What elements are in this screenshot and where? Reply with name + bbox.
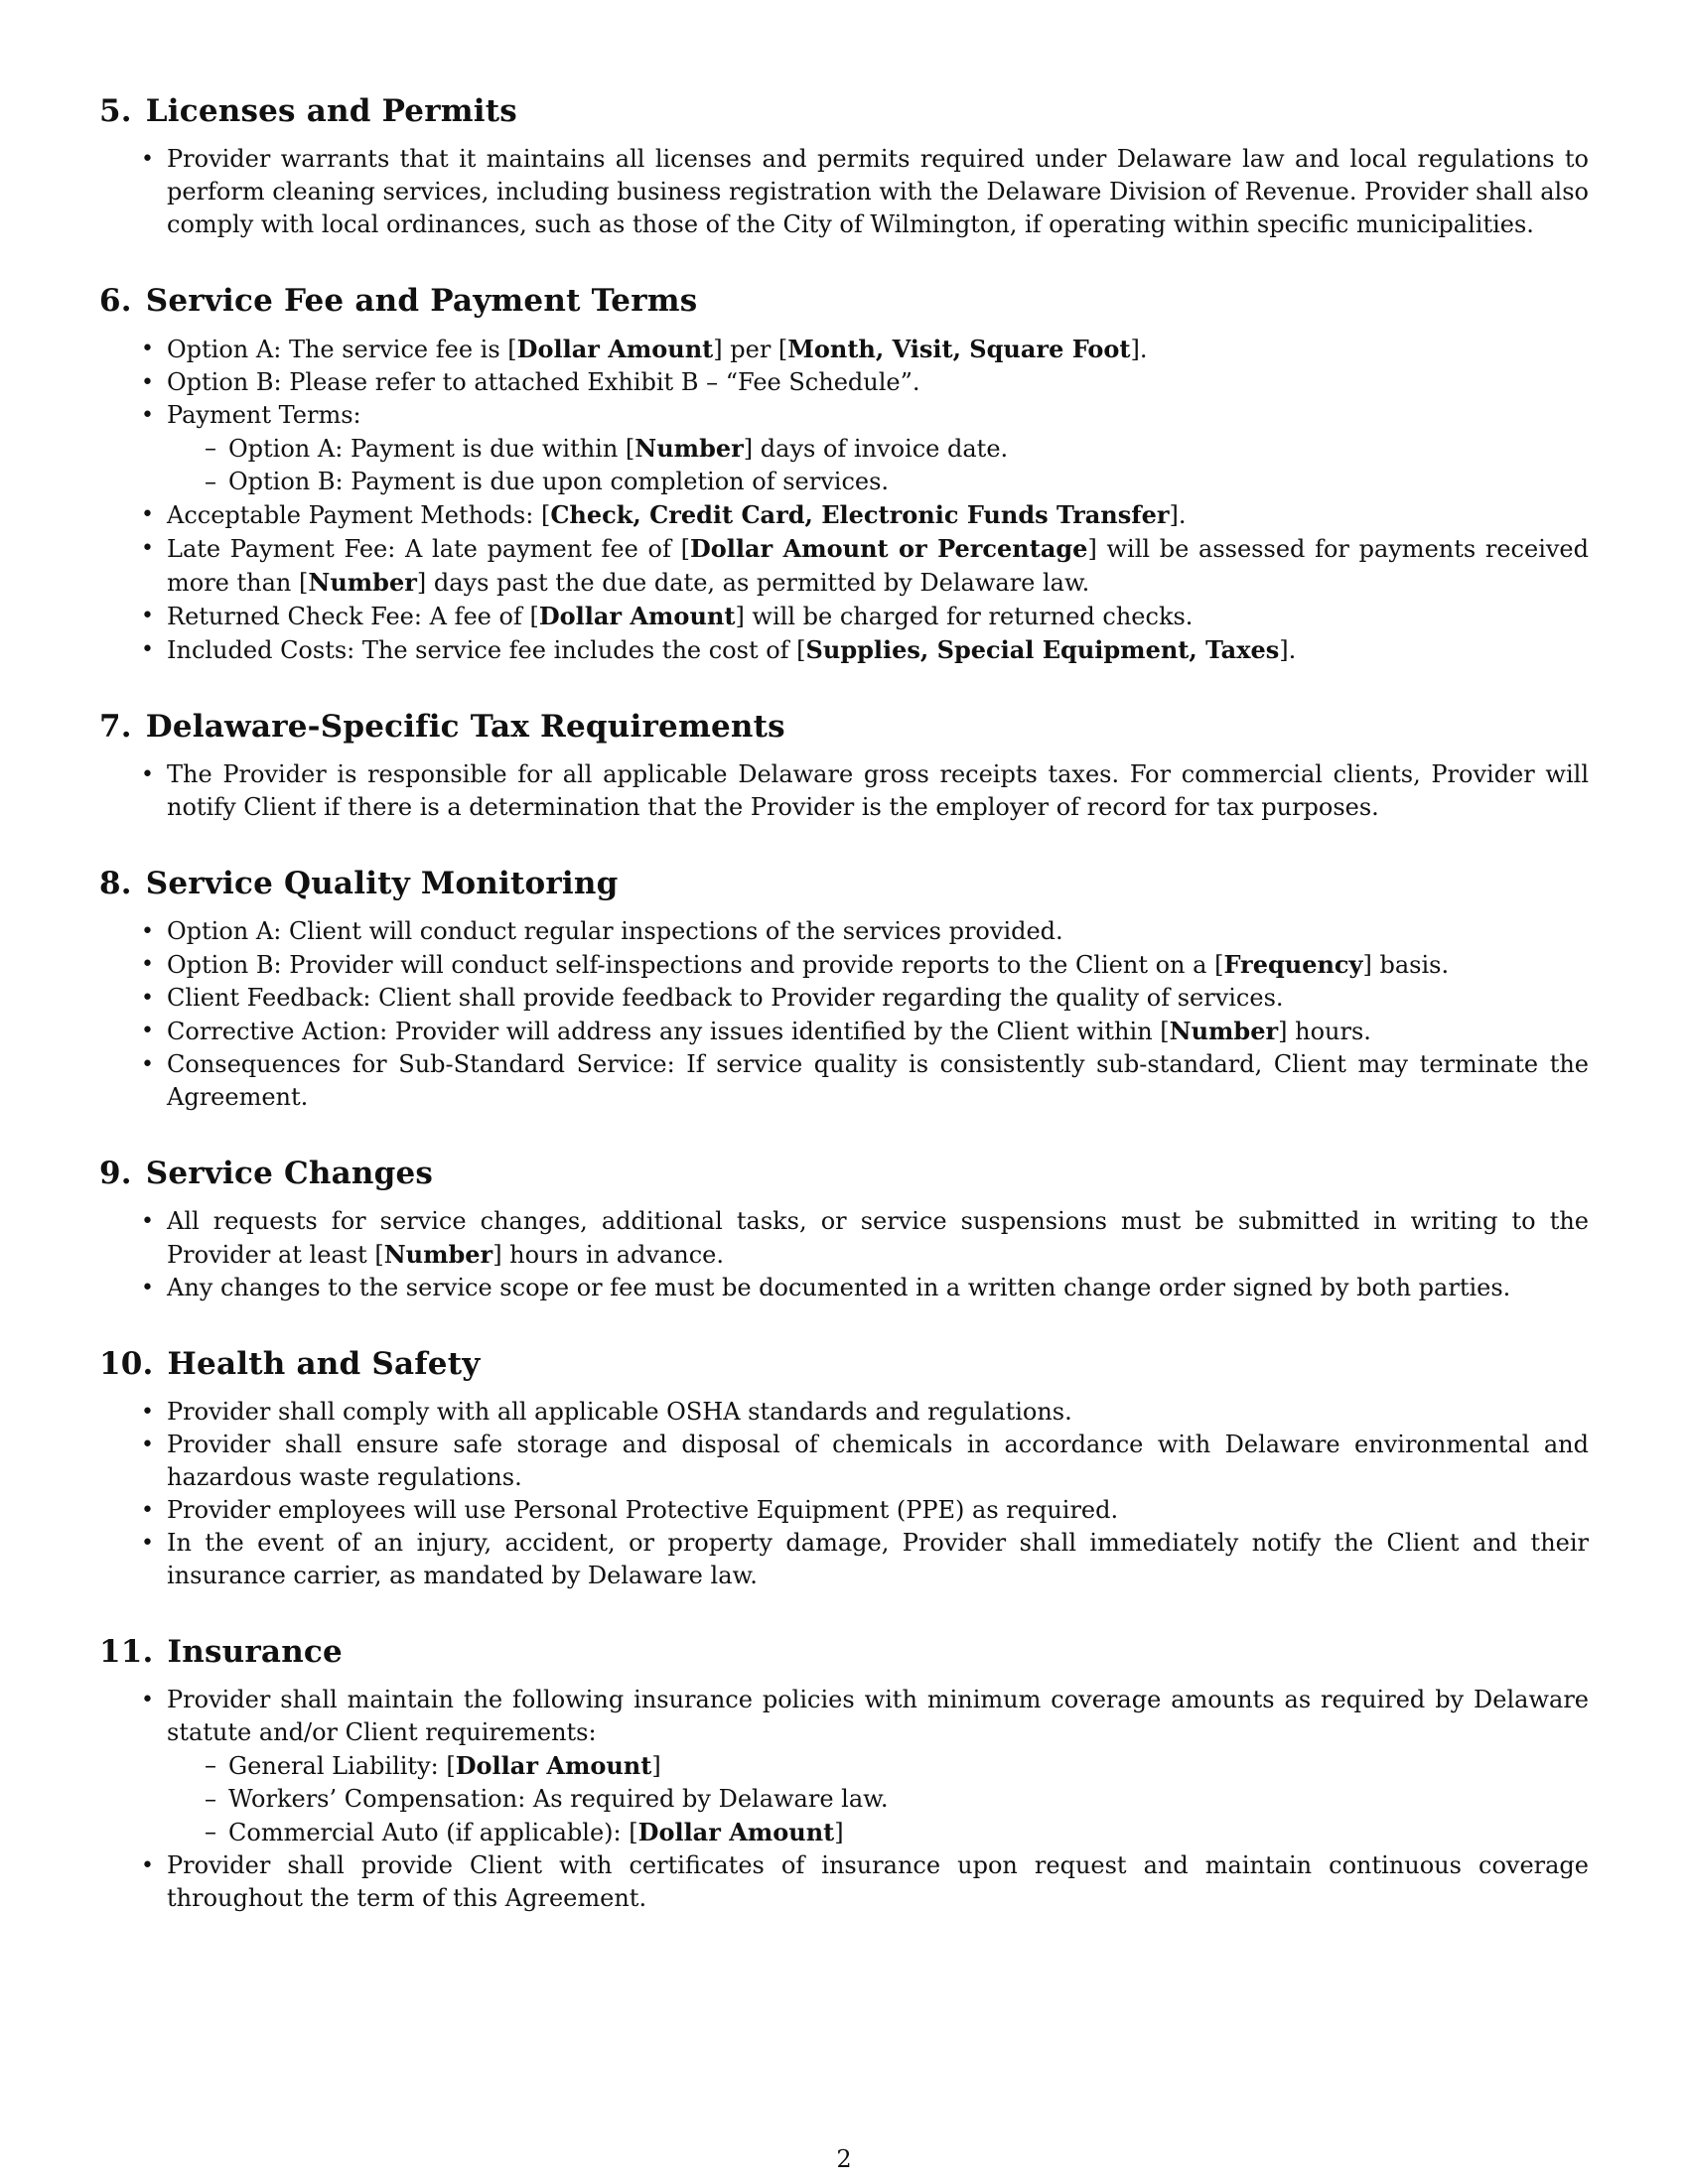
section-heading bbox=[99, 91, 1589, 131]
section-heading bbox=[99, 1632, 1589, 1672]
text: ] bbox=[651, 1752, 661, 1780]
list-item bbox=[167, 1527, 1589, 1592]
section-number: 6. bbox=[99, 283, 132, 319]
list-item bbox=[167, 333, 1589, 366]
list-item-text: Option B: Please refer to attached Exhibit B – “Fee Schedule”. bbox=[167, 368, 920, 396]
list-item bbox=[167, 366, 1589, 399]
list-item bbox=[167, 633, 1589, 667]
text: Late Payment Fee: A late payment fee of [ bbox=[167, 535, 690, 563]
section-title: Delaware-Specific Tax Requirements bbox=[145, 709, 785, 745]
section-number: 7. bbox=[99, 709, 132, 745]
list-item-text: Provider shall provide Client with certificates of insurance upon request and maintain continuous coverage throughout the term of this Agreement. bbox=[167, 1851, 1589, 1912]
list-item bbox=[167, 600, 1589, 633]
sub-list-item bbox=[228, 432, 1589, 466]
list-item-text: Provider warrants that it maintains all licenses and permits required under Delaware law and local regulations to perform cleaning services, including business registration with the Delaware Division of Revenue. Provider shall also comply with local ordinances, such as those of the City of Wilmington, if operating within specific municipalities. bbox=[167, 145, 1589, 238]
text: Option B: Provider will conduct self-inspections and provide reports to the Client on a [ bbox=[167, 951, 1224, 979]
list-item-text: Client Feedback: Client shall provide feedback to Provider regarding the quality of services. bbox=[167, 984, 1284, 1012]
section-number: 11. bbox=[99, 1634, 154, 1670]
bullet-list bbox=[99, 758, 1589, 824]
section-heading bbox=[99, 707, 1589, 747]
bullet-list bbox=[99, 1396, 1589, 1592]
text: ] bbox=[834, 1819, 844, 1846]
section-number: 10. bbox=[99, 1346, 154, 1382]
list-item-text: Workers’ Compensation: As required by Delaware law. bbox=[228, 1785, 889, 1813]
text: Returned Check Fee: A fee of [ bbox=[167, 603, 539, 630]
list-item-text: The Provider is responsible for all applicable Delaware gross receipts taxes. For commercial clients, Provider will notify Client if there is a determination that the Provider is the employer of record for tax purposes. bbox=[167, 760, 1589, 821]
list-item bbox=[167, 143, 1589, 241]
list-item-text: Consequences for Sub-Standard Service: If service quality is consistently sub-standard, Client may terminate the Agreement. bbox=[167, 1050, 1589, 1111]
text: All requests for service changes, additional tasks, or service suspensions must be submitted in writing to the Provider at least [ bbox=[167, 1207, 1589, 1269]
placeholder-field: Number bbox=[308, 568, 417, 597]
section-number: 5. bbox=[99, 93, 132, 129]
section-heading bbox=[99, 281, 1589, 321]
text: General Liability: [ bbox=[228, 1752, 456, 1780]
section-tax-requirements bbox=[99, 707, 1589, 824]
list-item-text: Option A: Client will conduct regular inspections of the services provided. bbox=[167, 917, 1063, 945]
list-item bbox=[167, 498, 1589, 532]
text: Commercial Auto (if applicable): [ bbox=[228, 1819, 638, 1846]
sub-list-item bbox=[228, 1749, 1589, 1783]
list-item bbox=[167, 982, 1589, 1015]
list-item-text: Option B: Payment is due upon completion of services. bbox=[228, 468, 890, 495]
section-number: 8. bbox=[99, 866, 132, 901]
section-title: Insurance bbox=[167, 1634, 343, 1670]
placeholder-field: Number bbox=[383, 1240, 493, 1269]
text: Included Costs: The service fee includes the cost of [ bbox=[167, 636, 806, 664]
placeholder-field: Dollar Amount bbox=[516, 335, 714, 363]
list-item bbox=[167, 532, 1589, 600]
bullet-list bbox=[99, 1205, 1589, 1304]
section-quality-monitoring bbox=[99, 864, 1589, 1114]
placeholder-field: Dollar Amount bbox=[637, 1818, 835, 1846]
text: Option A: Payment is due within [ bbox=[228, 435, 635, 463]
sub-list-item bbox=[228, 466, 1589, 498]
list-item bbox=[167, 1429, 1589, 1494]
bullet-list bbox=[99, 915, 1589, 1114]
list-item bbox=[167, 1272, 1589, 1304]
section-title: Service Changes bbox=[145, 1156, 434, 1191]
section-title: Licenses and Permits bbox=[145, 93, 517, 129]
text: ] basis. bbox=[1362, 951, 1450, 979]
placeholder-field: Number bbox=[1169, 1017, 1279, 1045]
list-item bbox=[167, 399, 1589, 498]
placeholder-field: Month, Visit, Square Foot bbox=[787, 335, 1131, 363]
bullet-list bbox=[99, 143, 1589, 241]
text: Corrective Action: Provider will address any issues identified by the Client within [ bbox=[167, 1018, 1170, 1045]
section-insurance bbox=[99, 1632, 1589, 1915]
section-health-safety bbox=[99, 1344, 1589, 1592]
list-item bbox=[167, 948, 1589, 982]
placeholder-field: Frequency bbox=[1223, 950, 1363, 979]
placeholder-field: Check, Credit Card, Electronic Funds Transfer bbox=[550, 500, 1170, 529]
placeholder-field: Number bbox=[634, 434, 744, 463]
placeholder-field: Dollar Amount bbox=[455, 1751, 652, 1780]
list-item-text: Provider employees will use Personal Protective Equipment (PPE) as required. bbox=[167, 1496, 1119, 1524]
text: Acceptable Payment Methods: [ bbox=[167, 501, 551, 529]
section-service-changes bbox=[99, 1154, 1589, 1304]
placeholder-field: Supplies, Special Equipment, Taxes bbox=[805, 635, 1280, 664]
list-item-text: Provider shall comply with all applicable OSHA standards and regulations. bbox=[167, 1398, 1072, 1426]
sub-list-item bbox=[228, 1783, 1589, 1816]
bullet-list bbox=[99, 333, 1589, 667]
text: Option A: The service fee is [ bbox=[167, 336, 517, 363]
list-item-text: Payment Terms: bbox=[167, 401, 361, 429]
text: ]. bbox=[1130, 336, 1148, 363]
text: ]. bbox=[1169, 501, 1187, 529]
section-title: Service Quality Monitoring bbox=[145, 866, 619, 901]
section-number: 9. bbox=[99, 1156, 132, 1191]
sub-list-item bbox=[228, 1816, 1589, 1849]
list-item bbox=[167, 758, 1589, 824]
text: ] days of invoice date. bbox=[743, 435, 1009, 463]
sub-list bbox=[167, 1749, 1589, 1849]
section-heading bbox=[99, 864, 1589, 903]
section-heading bbox=[99, 1154, 1589, 1193]
text: ] will be assessed for payments received more than [ bbox=[167, 535, 1590, 597]
list-item bbox=[167, 1205, 1589, 1272]
sub-list bbox=[167, 432, 1589, 498]
text: ] per [ bbox=[713, 336, 788, 363]
list-item bbox=[167, 1048, 1589, 1114]
list-item bbox=[167, 1684, 1589, 1849]
text: ] will be charged for returned checks. bbox=[735, 603, 1194, 630]
bullet-list bbox=[99, 1684, 1589, 1915]
section-service-fee bbox=[99, 281, 1589, 667]
list-item-text: In the event of an injury, accident, or property damage, Provider shall immediately notify the Client and their insurance carrier, as mandated by Delaware law. bbox=[167, 1529, 1589, 1589]
section-heading bbox=[99, 1344, 1589, 1384]
section-title: Service Fee and Payment Terms bbox=[145, 283, 698, 319]
list-item bbox=[167, 1015, 1589, 1048]
list-item bbox=[167, 1849, 1589, 1915]
document-body bbox=[99, 91, 1589, 1955]
section-licenses-permits bbox=[99, 91, 1589, 241]
list-item-text: Provider shall maintain the following insurance policies with minimum coverage amounts as required by Delaware statute and/or Client requirements: bbox=[167, 1686, 1589, 1746]
list-item bbox=[167, 1396, 1589, 1429]
list-item-text: Provider shall ensure safe storage and disposal of chemicals in accordance with Delaware environmental and hazardous waste regulations. bbox=[167, 1431, 1589, 1491]
list-item bbox=[167, 1494, 1589, 1527]
text: ] days past the due date, as permitted by Delaware law. bbox=[416, 569, 1090, 597]
text: ]. bbox=[1279, 636, 1297, 664]
list-item bbox=[167, 915, 1589, 948]
page-number: 2 bbox=[836, 2145, 852, 2173]
placeholder-field: Dollar Amount or Percentage bbox=[689, 534, 1088, 563]
text: ] hours in advance. bbox=[492, 1241, 724, 1269]
text: ] hours. bbox=[1278, 1018, 1371, 1045]
placeholder-field: Dollar Amount bbox=[538, 602, 736, 630]
list-item-text: Any changes to the service scope or fee must be documented in a written change order signed by both parties. bbox=[167, 1274, 1511, 1301]
section-title: Health and Safety bbox=[167, 1346, 481, 1382]
